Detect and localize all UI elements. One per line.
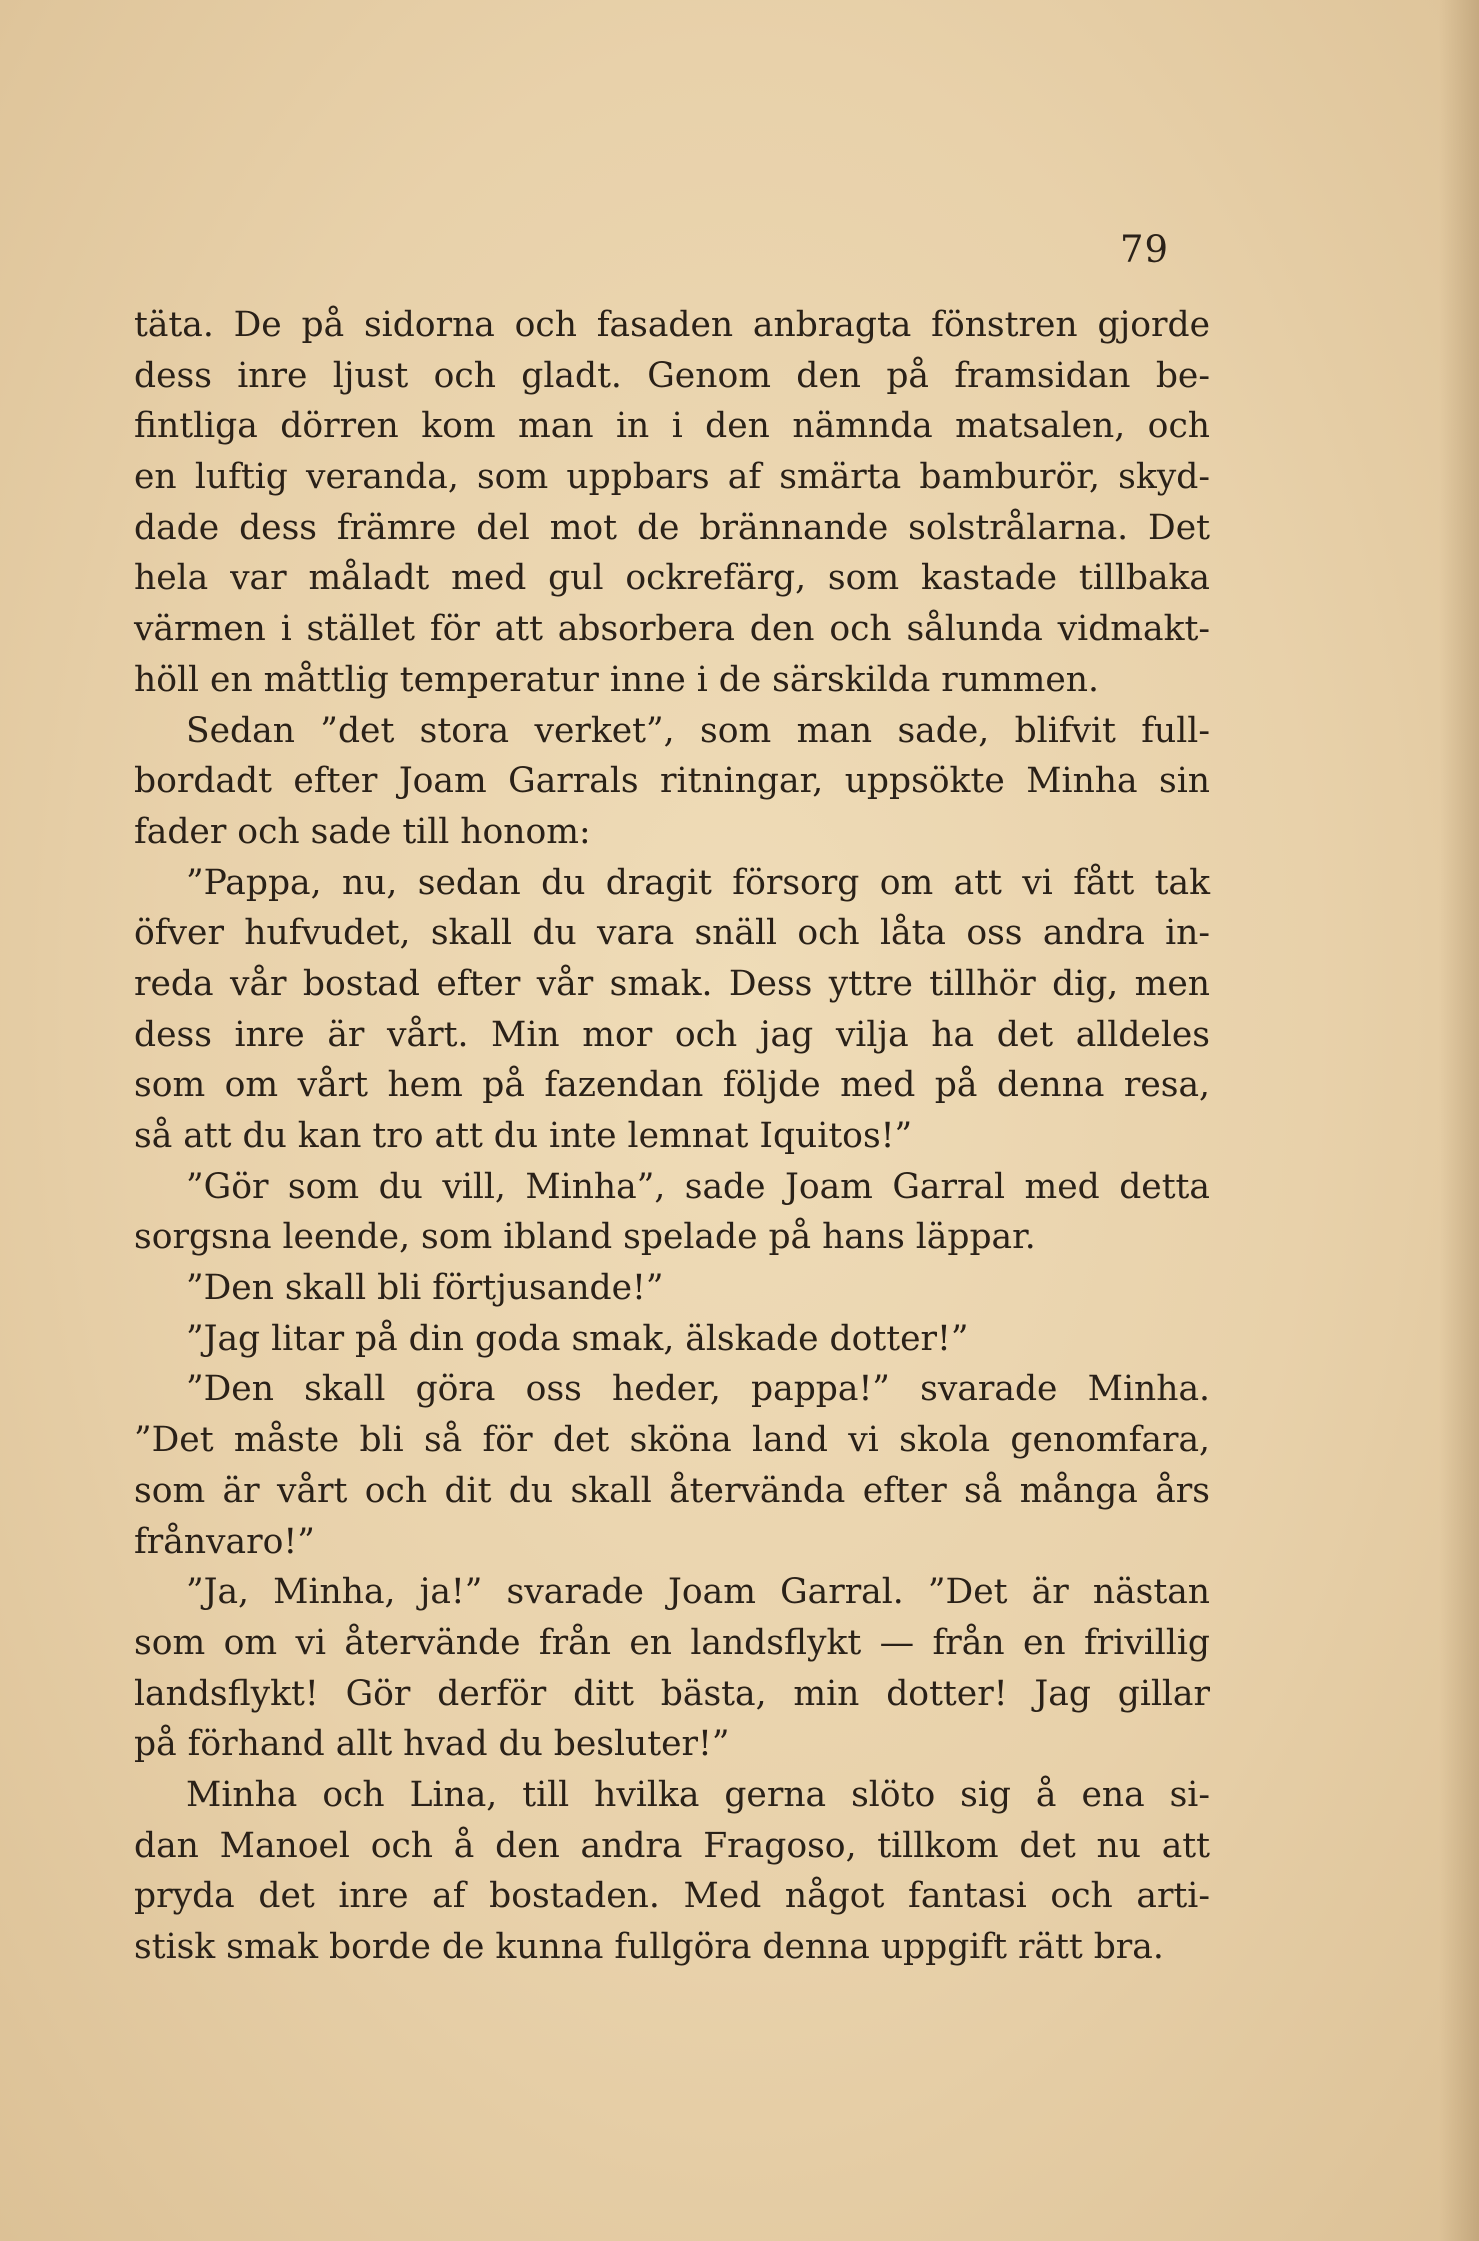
text-line: Sedan ”det stora verket”, som man sade, blifvit full- bbox=[186, 710, 1210, 751]
text-line: öfver hufvudet, skall du vara snäll och låta oss andra in- bbox=[134, 913, 1210, 954]
text-line: hela var måladt med gul ockrefärg, som kastade tillbaka bbox=[134, 558, 1210, 599]
text-line: frånvaro!” bbox=[134, 1521, 315, 1562]
text-line: fader och sade till honom: bbox=[134, 811, 591, 852]
text-line: fintliga dörren kom man in i den nämnda matsalen, och bbox=[134, 406, 1210, 447]
text-line: som om vi återvände från en landsflykt — från en frivillig bbox=[134, 1622, 1210, 1663]
text-line: pryda det inre af bostaden. Med något fantasi och arti- bbox=[134, 1876, 1210, 1917]
text-line: ”Den skall bli förtjusande!” bbox=[186, 1268, 664, 1309]
text-line: täta. De på sidorna och fasaden anbragta fönstren gjorde bbox=[134, 305, 1210, 345]
text-line: höll en måttlig temperatur inne i de särskilda rummen. bbox=[134, 659, 1099, 700]
page-edge-shadow bbox=[1439, 0, 1479, 2241]
text-line: ”Det måste bli så för det sköna land vi skola genomfara, bbox=[134, 1420, 1210, 1461]
text-line: ”Den skall göra oss heder, pappa!” svarade Minha. bbox=[186, 1369, 1210, 1410]
body-text bbox=[134, 300, 1210, 1973]
text-line: en luftig veranda, som uppbars af smärta bamburör, skyd- bbox=[134, 457, 1210, 498]
text-line: som om vårt hem på fazendan följde med på denna resa, bbox=[134, 1065, 1210, 1106]
text-line: stisk smak borde de kunna fullgöra denna uppgift rätt bra. bbox=[134, 1927, 1164, 1967]
page-number: 79 bbox=[1120, 228, 1170, 271]
text-line: sorgsna leende, som ibland spelade på hans läppar. bbox=[134, 1217, 1036, 1258]
text-line: ”Ja, Minha, ja!” svarade Joam Garral. ”Det är nästan bbox=[186, 1572, 1210, 1613]
text-line: ”Gör som du vill, Minha”, sade Joam Garral med detta bbox=[186, 1166, 1210, 1207]
text-line: bordadt efter Joam Garrals ritningar, uppsökte Minha sin bbox=[134, 761, 1210, 802]
text-line: värmen i stället för att absorbera den och sålunda vidmakt- bbox=[134, 609, 1210, 650]
text-line: på förhand allt hvad du besluter!” bbox=[134, 1724, 730, 1765]
text-line: ”Jag litar på din goda smak, älskade dotter!” bbox=[186, 1318, 969, 1359]
text-line: ”Pappa, nu, sedan du dragit försorg om att vi fått tak bbox=[186, 862, 1210, 903]
text-line: dade dess främre del mot de brännande solstrålarna. Det bbox=[134, 507, 1210, 548]
text-line: så att du kan tro att du inte lemnat Iquitos!” bbox=[134, 1116, 913, 1156]
text-line: landsflykt! Gör derför ditt bästa, min dotter! Jag gillar bbox=[134, 1673, 1210, 1714]
text-line: dess inre ljust och gladt. Genom den på framsidan be- bbox=[134, 355, 1210, 396]
text-line: reda vår bostad efter vår smak. Dess yttre tillhör dig, men bbox=[134, 963, 1210, 1004]
text-line: Minha och Lina, till hvilka gerna slöto sig å ena si- bbox=[186, 1774, 1210, 1815]
text-line: som är vårt och dit du skall återvända efter så många års bbox=[134, 1470, 1210, 1511]
text-line: dan Manoel och å den andra Fragoso, tillkom det nu att bbox=[134, 1825, 1210, 1866]
text-line: dess inre är vårt. Min mor och jag vilja ha det alldeles bbox=[134, 1014, 1210, 1055]
